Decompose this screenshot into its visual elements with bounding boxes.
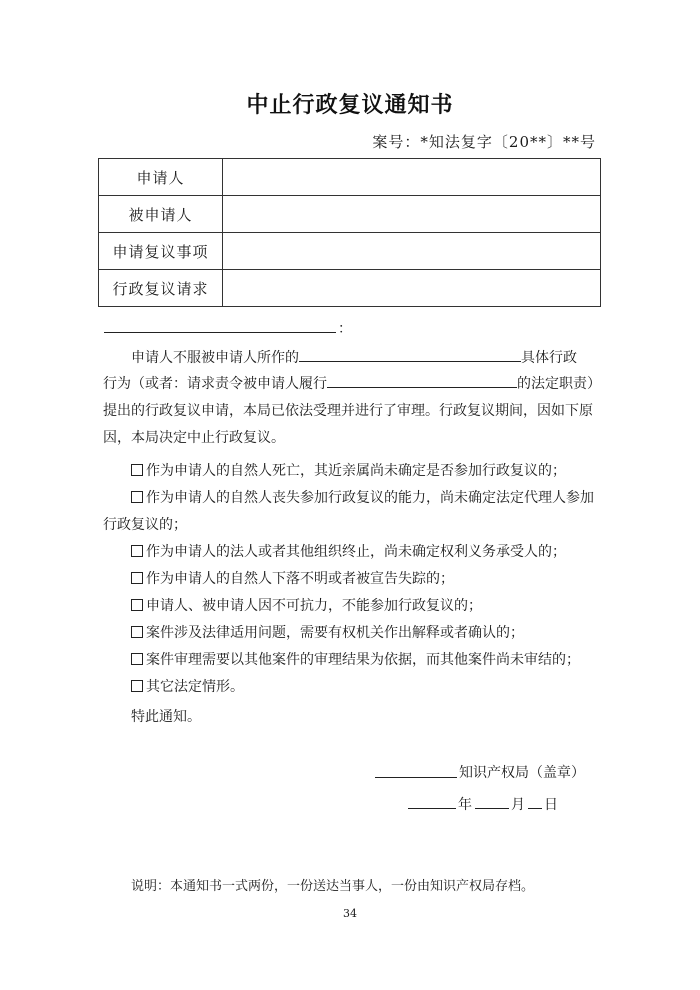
- checkbox-icon[interactable]: [131, 545, 143, 557]
- option-continuation: 行政复议的；: [103, 517, 187, 533]
- option-item: [131, 622, 524, 642]
- body-text: 的法定职责）: [517, 376, 601, 392]
- addressee-colon: ：: [338, 321, 352, 337]
- review-request-value: [223, 270, 601, 307]
- closing-text: 特此通知。: [131, 709, 201, 725]
- review-request-label: 行政复议请求: [99, 270, 223, 307]
- respondent-value: [223, 196, 601, 233]
- body-line-2: [103, 373, 601, 393]
- option-label: 作为申请人的自然人死亡，其近亲属尚未确定是否参加行政复议的；: [146, 463, 566, 479]
- month-label: 月: [511, 797, 525, 813]
- note-text: 说明：本通知书一式两份，一份送达当事人，一份由知识产权局存档。: [131, 879, 535, 894]
- signature-org: 知识产权局（盖章）: [459, 765, 585, 781]
- info-table: [98, 158, 601, 307]
- option-item: [131, 541, 566, 561]
- table-row: [99, 196, 601, 233]
- year-label: 年: [458, 797, 472, 813]
- duty-blank: [327, 373, 517, 388]
- respondent-label: 被申请人: [99, 196, 223, 233]
- checkbox-icon[interactable]: [131, 599, 143, 611]
- option-label: 作为申请人的自然人丧失参加行政复议的能力，尚未确定法定代理人参加: [146, 490, 594, 506]
- checkbox-icon[interactable]: [131, 680, 143, 692]
- body-line-3: 提出的行政复议申请，本局已依法受理并进行了审理。行政复议期间，因如下原: [103, 403, 593, 419]
- checkbox-icon[interactable]: [131, 653, 143, 665]
- body-text: 具体行政: [521, 350, 577, 366]
- day-blank: [528, 808, 542, 809]
- body-line-1: [131, 347, 577, 367]
- option-label: 案件涉及法律适用问题，需要有权机关作出解释或者确认的；: [146, 625, 524, 641]
- option-label: 申请人、被申请人因不可抗力，不能参加行政复议的；: [146, 598, 482, 614]
- addressee-blank: [104, 332, 336, 333]
- table-row: [99, 270, 601, 307]
- option-item: [131, 568, 454, 588]
- table-row: [99, 233, 601, 270]
- review-matter-value: [223, 233, 601, 270]
- body-line-4: 因，本局决定中止行政复议。: [103, 430, 285, 446]
- page-number: 34: [343, 907, 357, 920]
- checkbox-icon[interactable]: [131, 491, 143, 503]
- body-text: 申请人不服被申请人所作的: [131, 350, 299, 366]
- review-matter-label: 申请复议事项: [99, 233, 223, 270]
- option-label: 作为申请人的自然人下落不明或者被宣告失踪的；: [146, 571, 454, 587]
- option-label: 作为申请人的法人或者其他组织终止，尚未确定权利义务承受人的；: [146, 544, 566, 560]
- checkbox-icon[interactable]: [131, 464, 143, 476]
- document-title: 中止行政复议通知书: [246, 93, 454, 118]
- applicant-value: [223, 159, 601, 196]
- case-number: 案号：*知法复字〔20**〕**号: [372, 133, 596, 151]
- option-item: [131, 487, 594, 507]
- month-blank: [475, 808, 509, 809]
- option-item: [131, 460, 566, 480]
- checkbox-icon[interactable]: [131, 626, 143, 638]
- option-label: 其它法定情形。: [146, 679, 244, 695]
- option-item: [131, 595, 482, 615]
- option-label: 案件审理需要以其他案件的审理结果为依据，而其他案件尚未审结的；: [146, 652, 580, 668]
- signature-blank: [375, 777, 457, 778]
- year-blank: [408, 808, 456, 809]
- option-item: [131, 649, 580, 669]
- body-text: 行为（或者：请求责令被申请人履行: [103, 376, 327, 392]
- option-item: [131, 676, 244, 696]
- applicant-label: 申请人: [99, 159, 223, 196]
- checkbox-icon[interactable]: [131, 572, 143, 584]
- day-label: 日: [544, 797, 558, 813]
- action-blank: [299, 347, 521, 362]
- table-row: [99, 159, 601, 196]
